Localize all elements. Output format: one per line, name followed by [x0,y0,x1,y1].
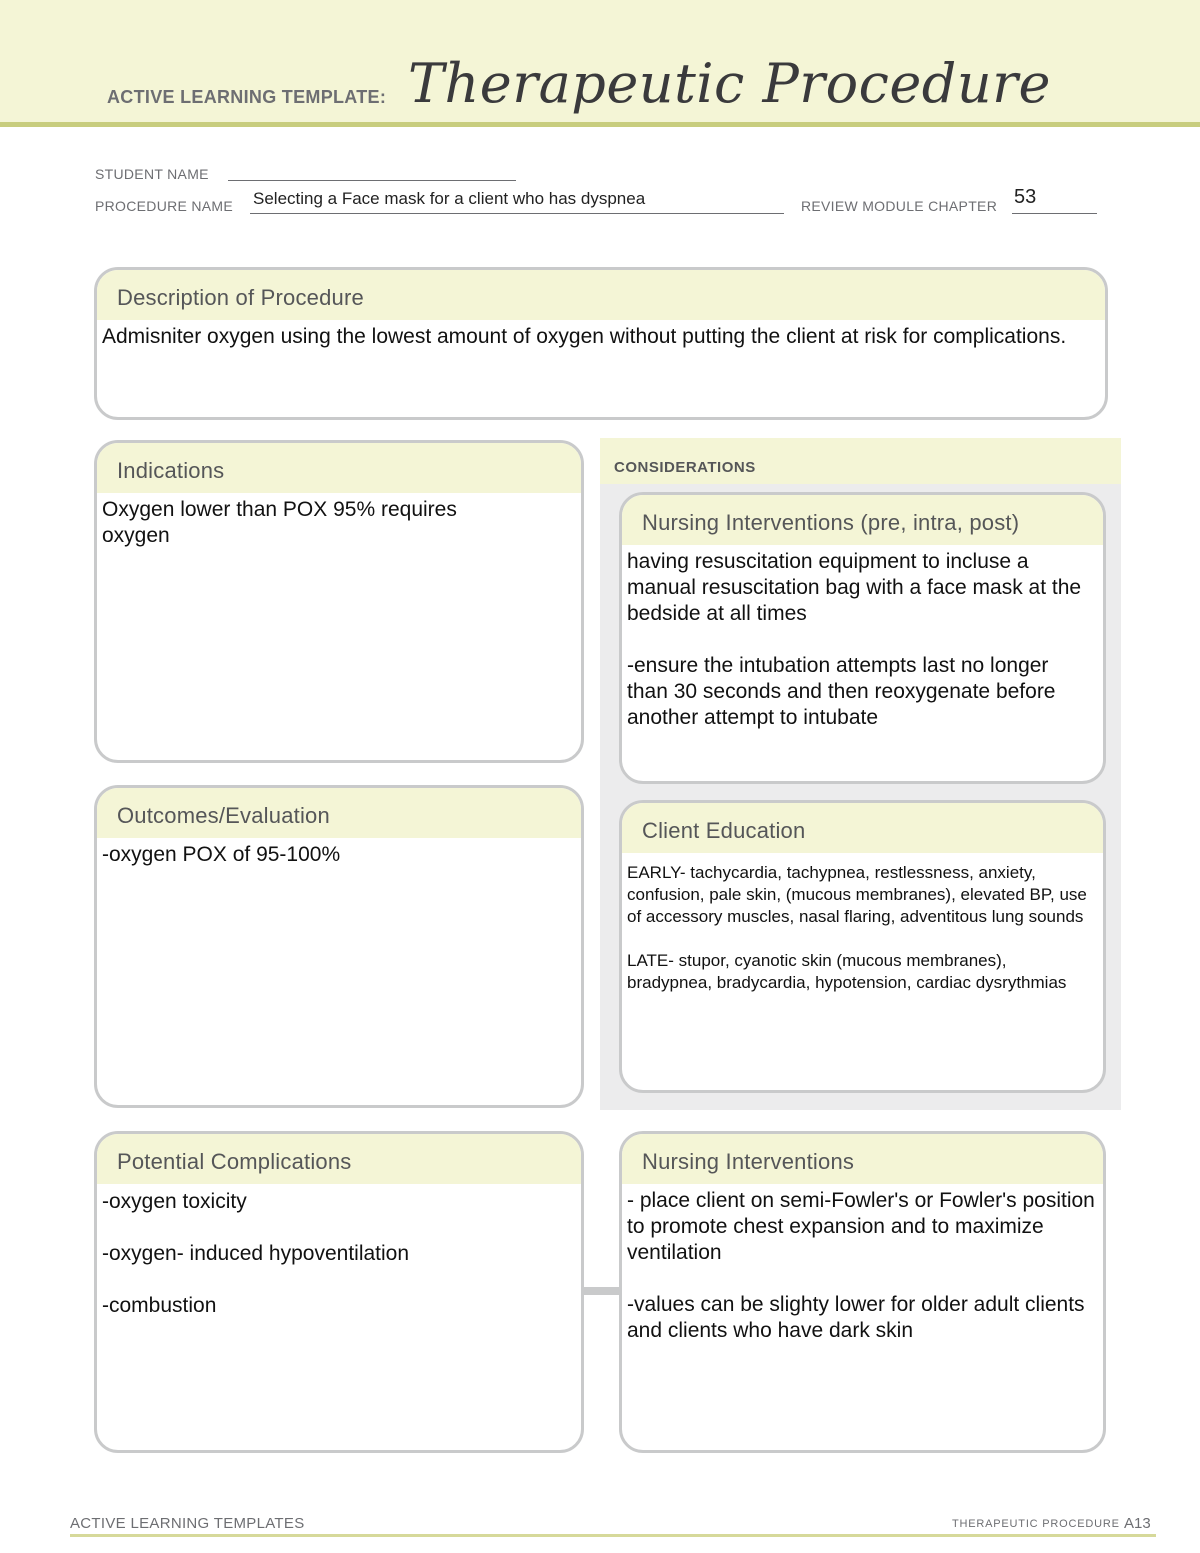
complications-body [97,1184,581,1319]
nursing-interventions-paragraph: -ensure the intubation attempts last no longer than 30 seconds and then reoxygenate before another attempt to intubate [627,654,1056,729]
page-title: Therapeutic Procedure [408,52,1051,115]
description-body [97,320,1105,350]
procedure-name-field[interactable] [250,213,784,214]
footer-left-label: ACTIVE LEARNING TEMPLATES [70,1515,305,1532]
nursing-interventions-bottom-title: Nursing Interventions [642,1149,855,1174]
description-text: Admisniter oxygen using the lowest amount of oxygen without putting the client at risk for complications. [102,325,1067,348]
description-header [97,270,1105,320]
nursing-interventions-bottom-paragraph: -values can be slighty lower for older adult clients and clients who have dark skin [627,1293,1085,1342]
complication-item: -oxygen toxicity [102,1190,247,1213]
outcomes-title: Outcomes/Evaluation [117,803,330,828]
header-rule [0,122,1200,127]
description-box [94,267,1108,420]
nursing-interventions-bottom-body [622,1184,1103,1344]
indications-box [94,440,584,763]
outcomes-text: -oxygen POX of 95-100% [102,843,341,866]
nursing-interventions-box [619,492,1106,784]
nursing-interventions-title: Nursing Interventions (pre, intra, post) [642,510,1020,535]
footer-rule [70,1534,1156,1537]
indications-title: Indications [117,458,225,483]
considerations-header [600,438,1121,484]
client-education-title: Client Education [642,818,806,843]
client-education-header [622,803,1103,853]
nursing-interventions-paragraph: having resuscitation equipment to incluse a manual resuscitation bag with a face mask at the bedside at all times [627,550,1082,625]
footer-right-label: THERAPEUTIC PROCEDURE [952,1518,1120,1530]
nursing-interventions-bottom-header [622,1134,1103,1184]
procedure-name-label: PROCEDURE NAME [95,198,233,214]
complications-header [97,1134,581,1184]
review-module-value: 53 [1014,186,1037,208]
review-module-label: REVIEW MODULE CHAPTER [801,198,998,214]
indications-text: Oxygen lower than POX 95% requires oxygen [102,498,457,547]
procedure-name-value: Selecting a Face mask for a client who has dyspnea [253,189,646,208]
review-module-field[interactable] [1012,213,1097,214]
outcomes-box [94,785,584,1108]
student-name-field[interactable] [228,180,516,181]
indications-header [97,443,581,493]
description-title: Description of Procedure [117,285,364,310]
complication-item: -combustion [102,1294,217,1317]
outcomes-body [97,838,581,868]
outcomes-header [97,788,581,838]
client-education-box [619,800,1106,1093]
complication-item: -oxygen- induced hypoventilation [102,1242,410,1265]
template-label: ACTIVE LEARNING TEMPLATE: [107,87,387,107]
student-name-label: STUDENT NAME [95,166,209,182]
nursing-interventions-body [622,545,1103,731]
box-connector [584,1287,620,1295]
nursing-interventions-bottom-box [619,1131,1106,1453]
page-number: A13 [1124,1515,1151,1532]
client-education-paragraph: EARLY- tachycardia, tachypnea, restlessness, anxiety, confusion, pale skin, (mucous membranes), elevated BP, use of accessory muscles, nasal flaring, adventitous lung sounds [627,863,1087,926]
client-education-body [622,853,1103,994]
nursing-interventions-header [622,495,1103,545]
nursing-interventions-bottom-paragraph: - place client on semi-Fowler's or Fowler's position to promote chest expansion and to maximize ventilation [627,1189,1095,1264]
indications-body [97,493,581,549]
complications-title: Potential Complications [117,1149,352,1174]
complications-box [94,1131,584,1453]
considerations-title: CONSIDERATIONS [614,459,756,476]
client-education-paragraph: LATE- stupor, cyanotic skin (mucous membranes), bradypnea, bradycardia, hypotension, cardiac dysrythmias [627,951,1067,992]
